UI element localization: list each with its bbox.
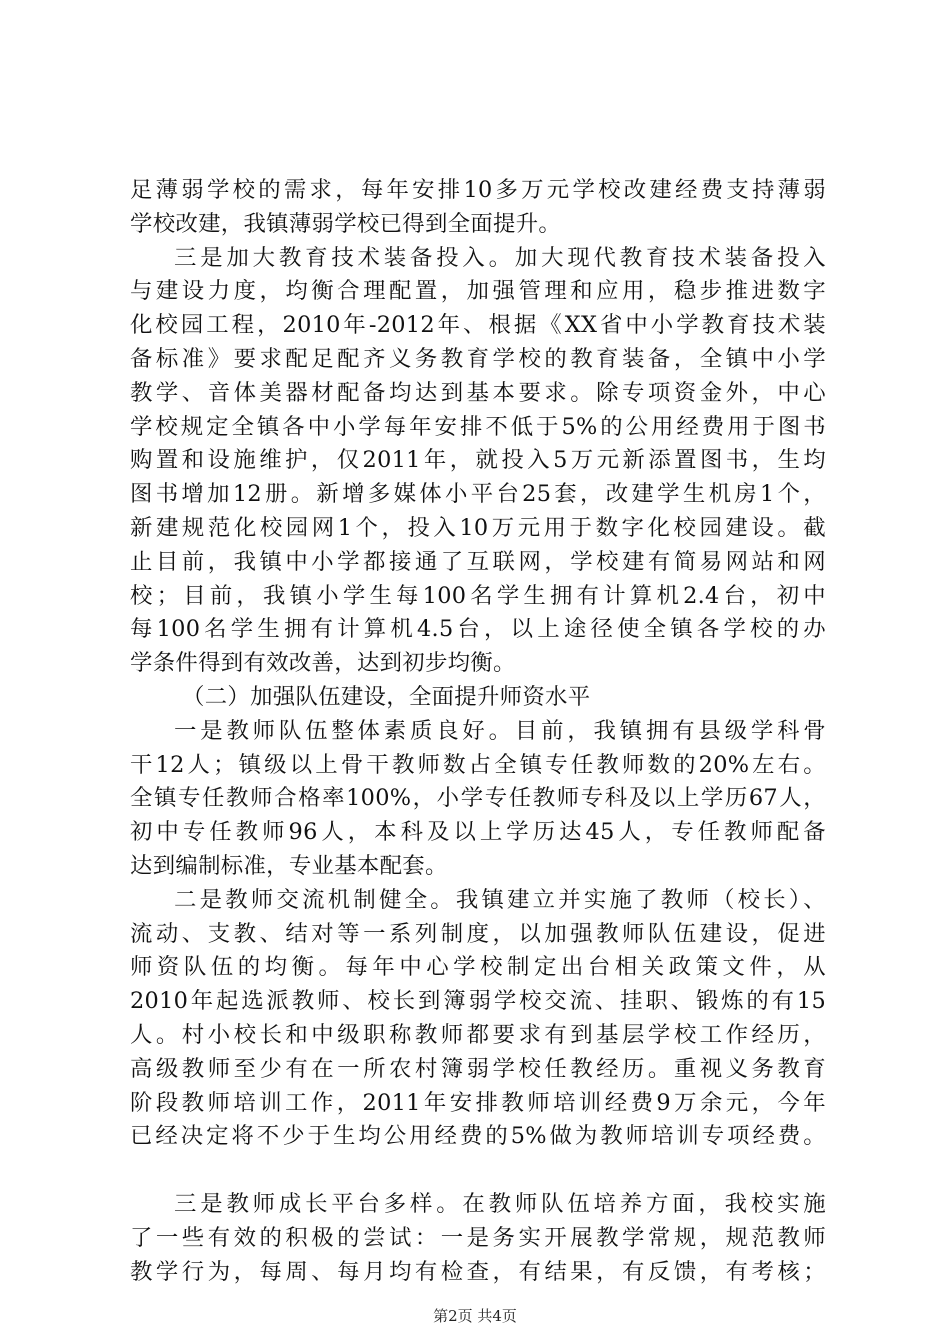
text-line: 二是教师交流机制健全。我镇建立并实施了教师（校长）、 bbox=[174, 886, 826, 913]
text-line: 全镇专任教师合格率100%，小学专任教师专科及以上学历67人， bbox=[130, 785, 826, 812]
text-line: 干12人；镇级以上骨干教师数占全镇专任教师数的20%左右。 bbox=[130, 751, 826, 778]
text-line: （二）加强队伍建设，全面提升师资水平 bbox=[182, 683, 591, 710]
text-line: 一是教师队伍整体素质良好。目前，我镇拥有县级学科骨 bbox=[174, 717, 826, 744]
text-line: 初中专任教师96人，本科及以上学历达45人，专任教师配备 bbox=[130, 819, 826, 846]
text-line: 图书增加12册。新增多媒体小平台25套，改建学生机房1个， bbox=[130, 481, 826, 508]
text-line: 止目前，我镇中小学都接通了互联网，学校建有简易网站和网 bbox=[130, 548, 826, 575]
text-line: 人。村小校长和中级职称教师都要求有到基层学校工作经历， bbox=[130, 1021, 826, 1048]
text-line: 备标准》要求配足配齐义务教育学校的教育装备，全镇中小学 bbox=[130, 345, 826, 372]
text-line: 阶段教师培训工作，2011年安排教师培训经费9万余元，今年 bbox=[130, 1089, 826, 1116]
text-line: 新建规范化校园网1个，投入10万元用于数字化校园建设。截 bbox=[130, 514, 826, 541]
text-line: 化校园工程，2010年-2012年、根据《XX省中小学教育技术装 bbox=[130, 312, 826, 339]
text-line: 校；目前，我镇小学生每100名学生拥有计算机2.4台，初中 bbox=[130, 582, 826, 609]
text-line: 三是教师成长平台多样。在教师队伍培养方面，我校实施 bbox=[174, 1190, 826, 1217]
text-line: 师资队伍的均衡。每年中心学校制定出台相关政策文件，从 bbox=[130, 954, 826, 981]
text-line: 学条件得到有效改善，达到初步均衡。 bbox=[130, 650, 516, 677]
text-line: 三是加大教育技术装备投入。加大现代教育技术装备投入 bbox=[174, 244, 826, 271]
text-line: 已经决定将不少于生均公用经费的5%做为教师培训专项经费。 bbox=[130, 1123, 826, 1150]
text-line: 达到编制标准，专业基本配套。 bbox=[130, 852, 448, 879]
text-line: 学校改建，我镇薄弱学校已得到全面提升。 bbox=[130, 210, 562, 237]
text-line: 教学、音体美器材配备均达到基本要求。除专项资金外，中心 bbox=[130, 379, 826, 406]
text-line: 每100名学生拥有计算机4.5台，以上途径使全镇各学校的办 bbox=[130, 616, 826, 643]
text-line: 流动、支教、结对等一系列制度，以加强教师队伍建设，促进 bbox=[130, 920, 826, 947]
blank-line bbox=[130, 1154, 826, 1188]
text-line: 与建设力度，均衡合理配置，加强管理和应用，稳步推进数字 bbox=[130, 278, 826, 305]
text-line: 2010年起选派教师、校长到簿弱学校交流、挂职、锻炼的有15 bbox=[130, 988, 826, 1015]
text-line: 教学行为，每周、每月均有检查，有结果，有反馈，有考核； bbox=[130, 1258, 826, 1285]
text-line: 高级教师至少有在一所农村簿弱学校任教经历。重视义务教育 bbox=[130, 1055, 826, 1082]
text-line: 了一些有效的积极的尝试：一是务实开展教学常规，规范教师 bbox=[130, 1224, 826, 1251]
text-line: 足薄弱学校的需求，每年安排10多万元学校改建经费支持薄弱 bbox=[130, 177, 826, 203]
text-line: 学校规定全镇各中小学每年安排不低于5%的公用经费用于图书 bbox=[130, 413, 826, 440]
page-footer: 第2页 共4页 bbox=[433, 1307, 517, 1325]
text-line: 购置和设施维护，仅2011年，就投入5万元新添置图书，生均 bbox=[130, 447, 826, 474]
body-text bbox=[130, 174, 826, 1289]
